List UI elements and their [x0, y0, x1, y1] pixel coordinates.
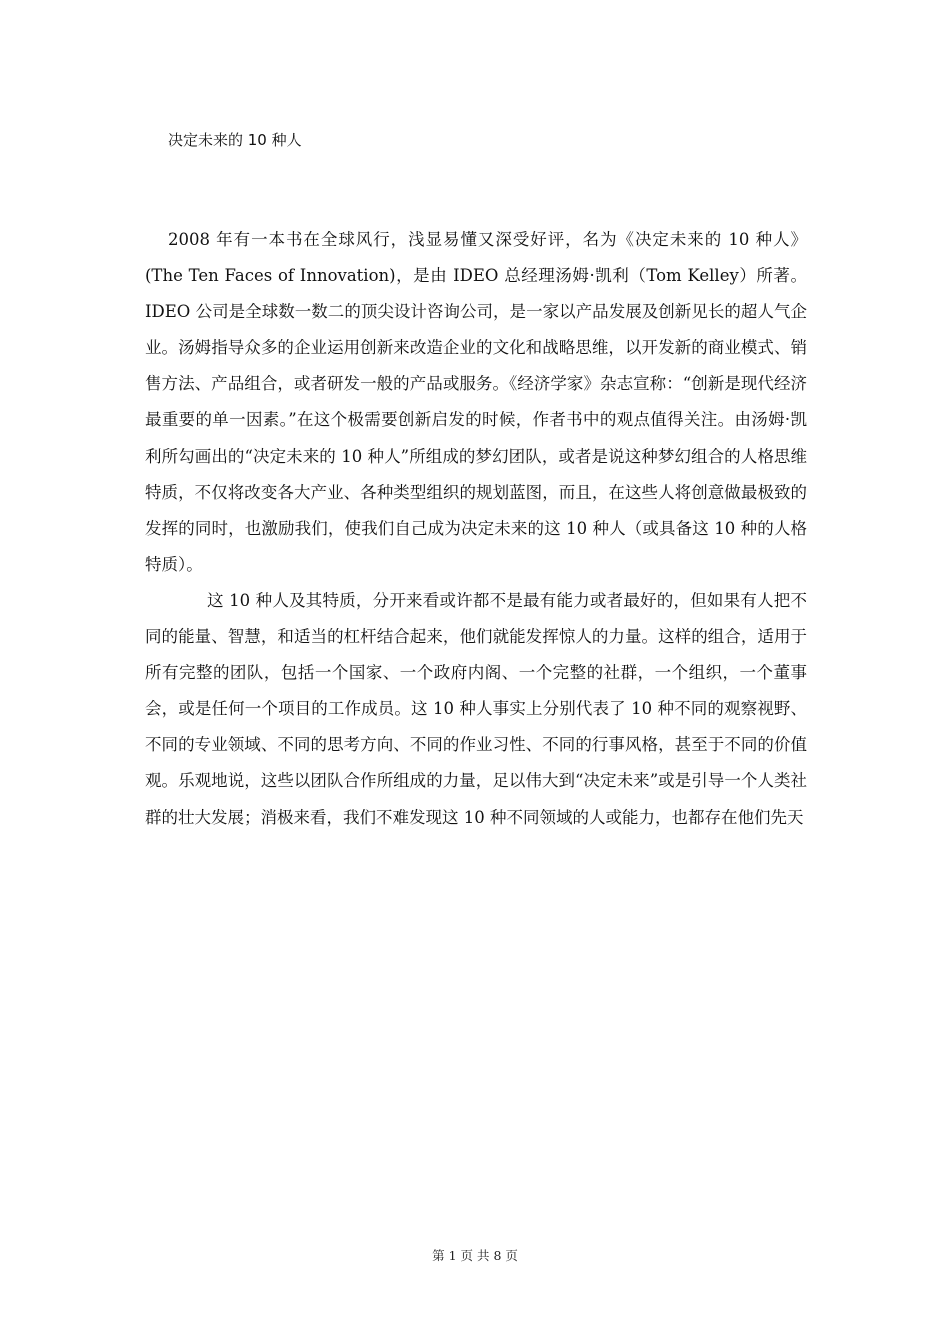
- page-number-footer: 第 1 页 共 8 页: [432, 1248, 518, 1263]
- paragraph-1: 2008 年有一本书在全球风行，浅显易懂又深受好评，名为《决定未来的 10 种人》(The Ten Faces of Innovation)，是由 IDEO 总经理汤姆·凯利（Tom Kelley）所著。IDEO 公司是全球数一数二的顶尖设计咨询公司，是一家以产品发展及创新见长的超人气企业。汤姆指导众多的企业运用创新来改造企业的文化和战略思维，以开发新的商业模式、销售方法、产品组合，或者研发一般的产品或服务。《经济学家》杂志宣称：“创新是现代经济最重要的单一因素。”在这个极需要创新启发的时候，作者书中的观点值得关注。由汤姆·凯利所勾画出的“决定未来的 10 种人”所组成的梦幻团队，或者是说这种梦幻组合的人格思维特质，不仅将改变各大产业、各种类型组织的规划蓝图，而且，在这些人将创意做最极致的发挥的同时，也激励我们，使我们自己成为决定未来的这 10 种人（或具备这 10 种的人格特质）。: [145, 230, 807, 574]
- paragraph-2: 这 10 种人及其特质，分开来看或许都不是最有能力或者最好的，但如果有人把不同的能量、智慧，和适当的杠杆结合起来，他们就能发挥惊人的力量。这样的组合，适用于所有完整的团队，包括一个国家、一个政府内阁、一个完整的社群，一个组织，一个董事会，或是任何一个项目的工作成员。这 10 种人事实上分别代表了 10 种不同的观察视野、不同的专业领域、不同的思考方向、不同的作业习性、不同的行事风格，甚至于不同的价值观。乐观地说，这些以团队合作所组成的力量，足以伟大到“决定未来”或是引导一个人类社群的壮大发展；消极来看，我们不难发现这 10 种不同领域的人或能力，也都存在他们先天: [145, 590, 807, 827]
- document-title: 决定未来的 10 种人: [168, 131, 302, 149]
- document-body: [145, 222, 807, 836]
